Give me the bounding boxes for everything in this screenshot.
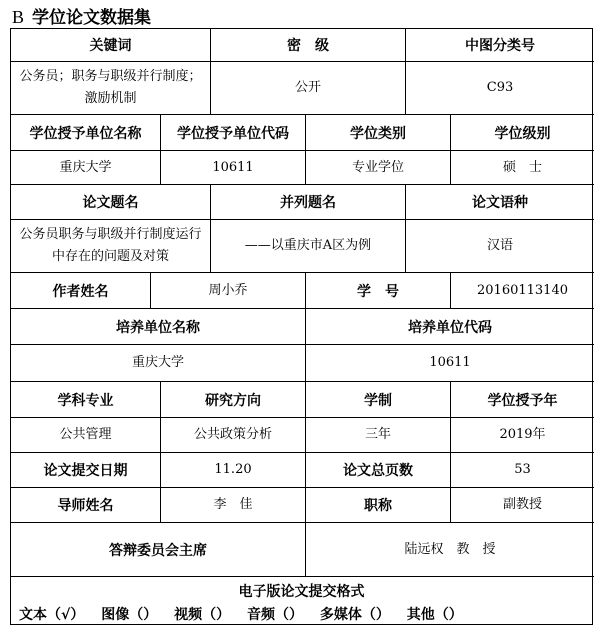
classification-header: 中图分类号 [406,29,594,62]
year-value: 2019年 [451,418,594,453]
advisor-value: 李 佳 [161,488,306,523]
unit-name-header: 学位授予单位名称 [11,115,161,151]
committee-chair-value: 陆远权 教 授 [306,523,594,577]
train-code-value: 10611 [306,345,594,382]
major-header: 学科专业 [11,382,161,418]
section-title-text: 学位论文数据集 [32,8,152,28]
student-id-header: 学 号 [306,273,451,309]
page-count-value: 53 [451,453,594,488]
unit-code-value: 10611 [161,151,306,185]
formats-title: 电子版论文提交格式 [238,584,365,600]
train-unit-value: 重庆大学 [11,345,306,382]
direction-value: 公共政策分析 [161,418,306,453]
submit-date-header: 论文提交日期 [11,453,161,488]
format-option-video: 视频（） [174,607,231,623]
format-option-other: 其他（） [406,607,463,623]
student-id-value: 20160113140 [451,273,594,309]
page-count-header: 论文总页数 [306,453,451,488]
advisor-rank-value: 副教授 [451,488,594,523]
thesis-title-value: 公务员职务与职级并行制度运行中存在的问题及对策 [11,220,211,273]
classification-value: C93 [406,62,594,115]
language-header: 论文语种 [406,185,594,220]
direction-header: 研究方向 [161,382,306,418]
format-option-image: 图像（） [101,607,158,623]
author-value: 周小乔 [151,273,306,309]
language-value: 汉语 [406,220,594,273]
year-header: 学位授予年 [451,382,594,418]
parallel-title-value: ——以重庆市A区为例 [211,220,406,273]
section-title [12,3,151,28]
section-letter: B [12,7,25,27]
committee-chair-header: 答辩委员会主席 [11,523,306,577]
format-option-text: 文本（√） [19,607,85,623]
unit-code-header: 学位授予单位代码 [161,115,306,151]
train-code-header: 培养单位代码 [306,309,594,345]
keyword-value: 公务员；职务与职级并行制度；激励机制 [11,62,211,115]
submission-formats [11,577,592,626]
data-sheet-table [10,28,593,625]
duration-value: 三年 [306,418,451,453]
format-option-multimedia: 多媒体（） [319,607,390,623]
advisor-rank-header: 职称 [306,488,451,523]
submit-date-value: 11.20 [161,453,306,488]
thesis-title-header: 论文题名 [11,185,211,220]
degree-level-value: 硕 士 [451,151,594,185]
secret-level-header: 密 级 [211,29,406,62]
degree-type-value: 专业学位 [306,151,451,185]
secret-level-value: 公开 [211,62,406,115]
parallel-title-header: 并列题名 [211,185,406,220]
train-unit-header: 培养单位名称 [11,309,306,345]
advisor-header: 导师姓名 [11,488,161,523]
author-header: 作者姓名 [11,273,151,309]
major-value: 公共管理 [11,418,161,453]
duration-header: 学制 [306,382,451,418]
format-option-audio: 音频（） [246,607,303,623]
unit-name-value: 重庆大学 [11,151,161,185]
degree-level-header: 学位级别 [451,115,594,151]
keyword-header: 关键词 [11,29,211,62]
format-options [19,604,475,624]
degree-type-header: 学位类别 [306,115,451,151]
